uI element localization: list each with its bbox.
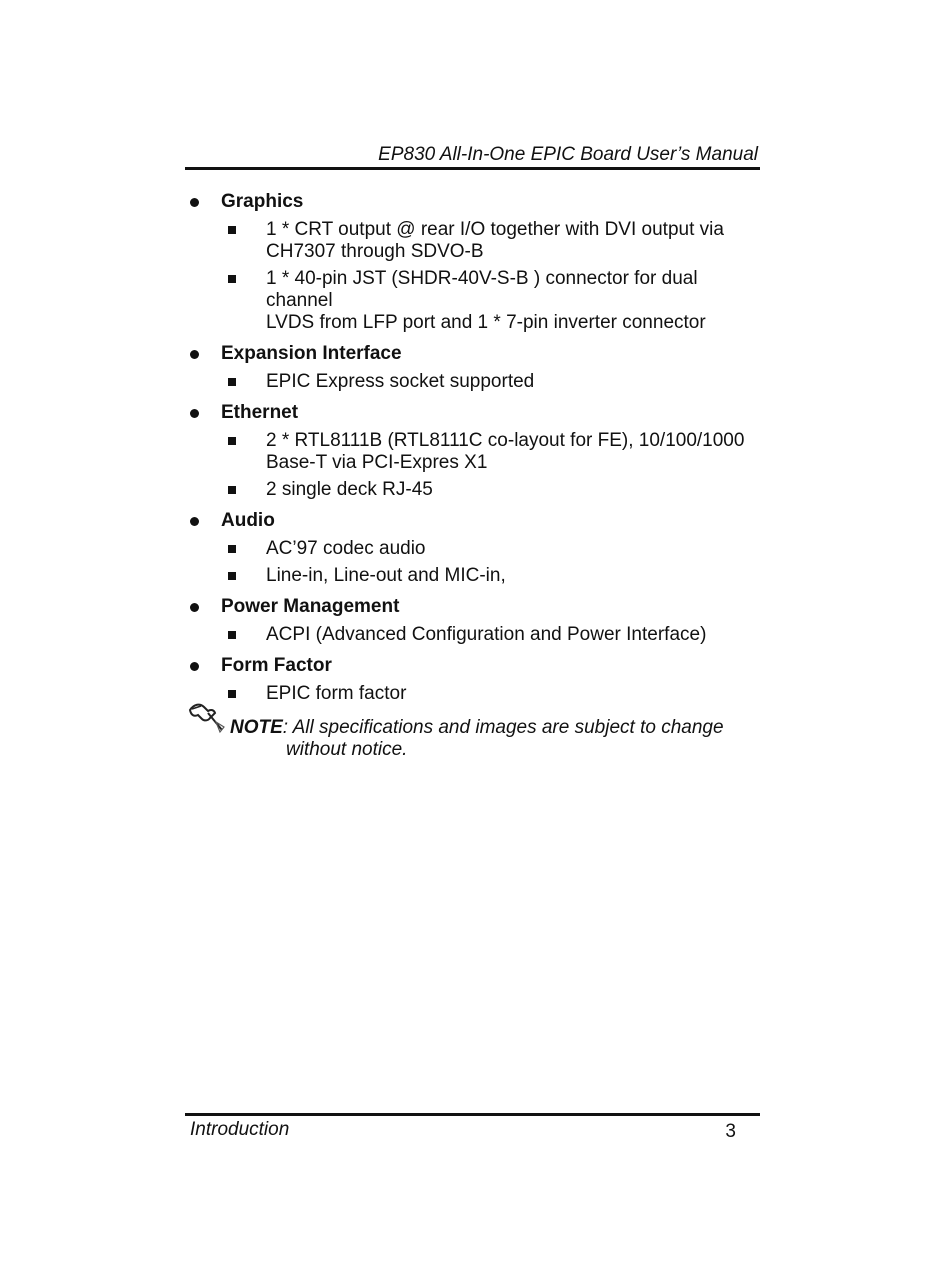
bullet-dot bbox=[190, 603, 199, 612]
page-header-title: EP830 All-In-One EPIC Board User’s Manual bbox=[378, 144, 758, 165]
note-text bbox=[230, 717, 750, 761]
section-graphics bbox=[186, 190, 761, 334]
section-title: Power Management bbox=[221, 596, 400, 617]
item-line: EPIC Express socket supported bbox=[266, 371, 535, 392]
item-line: LVDS from LFP port and 1 * 7-pin inverter connector bbox=[266, 312, 706, 333]
section-expansion-interface bbox=[186, 342, 761, 393]
section-ethernet bbox=[186, 401, 761, 501]
bullet-square bbox=[228, 437, 236, 445]
section-title: Audio bbox=[221, 510, 275, 531]
section-title: Ethernet bbox=[221, 402, 299, 423]
bullet-square bbox=[228, 690, 236, 698]
pushpin-icon bbox=[186, 700, 228, 736]
item-line: CH7307 through SDVO-B bbox=[266, 241, 484, 262]
list-item bbox=[186, 479, 761, 501]
list-item bbox=[186, 219, 761, 263]
item-line: 2 * RTL8111B (RTL8111C co-layout for FE), 10/100/1000 bbox=[266, 430, 745, 451]
item-line: Base-T via PCI-Expres X1 bbox=[266, 452, 488, 473]
item-line: EPIC form factor bbox=[266, 683, 407, 704]
section-title: Expansion Interface bbox=[221, 343, 402, 364]
item-line: ACPI (Advanced Configuration and Power Interface) bbox=[266, 624, 707, 645]
bullet-dot bbox=[190, 517, 199, 526]
list-item bbox=[186, 371, 761, 393]
note-line-2: without notice. bbox=[286, 739, 408, 760]
item-line: 2 single deck RJ-45 bbox=[266, 479, 433, 500]
bullet-square bbox=[228, 275, 236, 283]
bullet-square bbox=[228, 378, 236, 386]
section-power-management bbox=[186, 595, 761, 646]
section-title: Graphics bbox=[221, 191, 304, 212]
item-line: Line-in, Line-out and MIC-in, bbox=[266, 565, 506, 586]
note-label: NOTE bbox=[230, 717, 283, 738]
footer-rule bbox=[185, 1113, 760, 1116]
item-line: 1 * CRT output @ rear I/O together with DVI output via bbox=[266, 219, 724, 240]
list-item bbox=[186, 430, 761, 474]
bullet-square bbox=[228, 226, 236, 234]
item-line: AC’97 codec audio bbox=[266, 538, 426, 559]
list-item bbox=[186, 624, 761, 646]
item-line: 1 * 40-pin JST (SHDR-40V-S-B ) connector for dual channel bbox=[266, 268, 698, 311]
bullet-square bbox=[228, 545, 236, 553]
header-rule bbox=[185, 167, 760, 170]
bullet-square bbox=[228, 572, 236, 580]
page-number: 3 bbox=[725, 1121, 736, 1142]
bullet-square bbox=[228, 631, 236, 639]
section-title: Form Factor bbox=[221, 655, 332, 676]
footer-section-name: Introduction bbox=[190, 1119, 290, 1140]
bullet-dot bbox=[190, 198, 199, 207]
list-item bbox=[186, 565, 761, 587]
bullet-dot bbox=[190, 662, 199, 671]
section-form-factor bbox=[186, 654, 761, 705]
note-line-1: : All specifications and images are subject to change bbox=[282, 717, 724, 738]
bullet-dot bbox=[190, 350, 199, 359]
feature-list bbox=[186, 190, 761, 713]
list-item bbox=[186, 683, 761, 705]
list-item bbox=[186, 538, 761, 560]
bullet-dot bbox=[190, 409, 199, 418]
bullet-square bbox=[228, 486, 236, 494]
section-audio bbox=[186, 509, 761, 587]
list-item bbox=[186, 268, 761, 334]
